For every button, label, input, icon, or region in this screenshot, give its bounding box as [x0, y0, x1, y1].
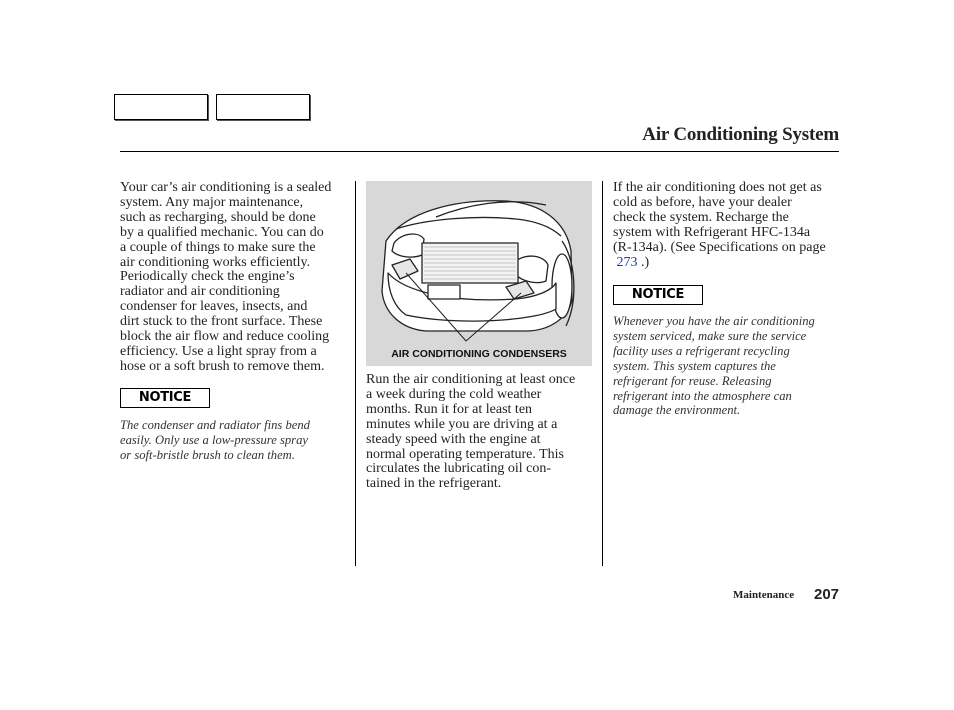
text-line: check the system. Recharge the — [613, 209, 789, 225]
column-divider-2 — [602, 181, 603, 566]
text-line: a couple of things to make sure the — [120, 239, 316, 255]
text-line: minutes while you are driving at a — [366, 416, 558, 432]
nav-button-2[interactable] — [216, 94, 310, 120]
text-line: hose or a soft brush to remove them. — [120, 358, 325, 374]
column-1-text — [120, 181, 348, 375]
text-line: tained in the refrigerant. — [366, 476, 502, 492]
text-line: condenser for leaves, insects, and — [120, 299, 308, 315]
notice-label: NOTICE — [120, 388, 210, 408]
text-line: efficiency. Use a light spray from a — [120, 343, 317, 359]
notice-line: or soft-bristle brush to clean them. — [120, 447, 295, 462]
notice-line: refrigerant for reuse. Releasing — [613, 373, 772, 388]
notice-text — [613, 314, 843, 418]
column-2-text — [366, 373, 598, 492]
text-line: system. Any major maintenance, — [120, 194, 304, 210]
notice-line: system serviced, make sure the service — [613, 328, 807, 343]
text-line: months. Run it for at least ten — [366, 401, 533, 417]
text-line: steady speed with the engine at — [366, 431, 541, 447]
notice-line: system. This system captures the — [613, 358, 776, 373]
text-line: circulates the lubricating oil con- — [366, 461, 552, 477]
page-reference-link[interactable]: 273 — [616, 254, 638, 270]
page-title: Air Conditioning System — [642, 124, 839, 145]
title-rule — [120, 151, 839, 152]
text-line: by a qualified mechanic. You can do — [120, 224, 324, 240]
text-line: air conditioning works efficiently. — [120, 254, 311, 270]
text-line: radiator and air conditioning — [120, 284, 280, 300]
notice-line: refrigerant into the atmosphere can — [613, 388, 792, 403]
section-name: Maintenance — [733, 589, 795, 601]
car-front-drawing — [366, 181, 592, 366]
text-line: system with Refrigerant HFC-134a — [613, 224, 811, 240]
text-line: dirt stuck to the front surface. These — [120, 314, 323, 330]
page-number: 207 — [814, 586, 840, 603]
text-line: (R-134a). (See Specifications on page — [613, 239, 826, 255]
text-line: cold as before, have your dealer — [613, 194, 792, 210]
page-ref-suffix: .) — [637, 254, 650, 270]
notice-line: facility uses a refrigerant recycling — [613, 343, 790, 358]
text-line: such as recharging, should be done — [120, 209, 316, 225]
notice-line: The condenser and radiator fins bend — [120, 418, 310, 432]
notice-line: damage the environment. — [613, 403, 741, 418]
column-3-text — [613, 181, 843, 270]
condenser-illustration — [366, 181, 592, 366]
notice-line: Whenever you have the air conditioning — [613, 314, 815, 328]
text-line: normal operating temperature. This — [366, 446, 565, 462]
notice-line: easily. Only use a low-pressure spray — [120, 432, 308, 447]
text-line: Run the air conditioning at least once — [366, 372, 576, 387]
page-ref-line — [613, 256, 843, 271]
column-divider-1 — [355, 181, 356, 566]
figure-caption: AIR CONDITIONING CONDENSERS — [391, 348, 567, 360]
text-line: Your car’s air conditioning is a sealed — [120, 180, 332, 195]
notice-label: NOTICE — [613, 285, 703, 305]
nav-button-1[interactable] — [114, 94, 208, 120]
text-line: If the air conditioning does not get as — [613, 180, 822, 195]
text-line: Periodically check the engine’s — [120, 269, 295, 285]
text-line: a week during the cold weather — [366, 386, 542, 402]
notice-text — [120, 418, 350, 463]
text-line: block the air flow and reduce cooling — [120, 329, 330, 345]
